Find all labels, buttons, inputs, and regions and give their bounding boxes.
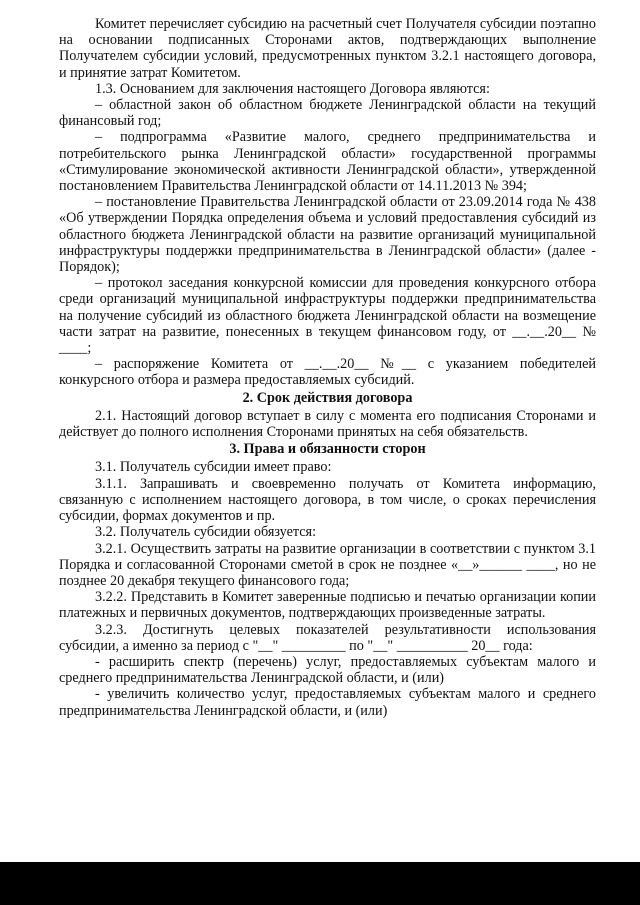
section-heading-3: 3. Права и обязанности сторон xyxy=(229,441,426,458)
list-item-expand-services: - расширить спектр (перечень) услуг, предоставляемых субъектам малого и среднего предпринимательства Ленинградской области, и (или) xyxy=(59,653,596,687)
paragraph-2-1: 2.1. Настоящий договор вступает в силу с момента его подписания Сторонами и действует до полного исполнения Сторонами принятых на себя обязательств. xyxy=(59,407,596,441)
paragraph-3-2-1: 3.2.1. Осуществить затраты на развитие организации в соответствии с пунктом 3.1 Порядка и согласованной Сторонами сметой в срок не позднее «__»______ ____, но не позднее 20 декабря текущего финансового года; xyxy=(59,540,596,589)
section-heading-2: 2. Срок действия договора xyxy=(242,389,413,406)
scan-bottom-border xyxy=(0,862,640,905)
list-item-commission-protocol: – протокол заседания конкурсной комиссии для проведения конкурсного отбора среди организаций муниципальной инфраструктуры поддержки предпринимательства на получение субсидий из областного бюджета Ленинградской области на возмещение части затрат на развитие, понесенных в текущем финансовом году, от __.__.20__ № ____; xyxy=(59,275,596,357)
paragraph-3-2-3: 3.2.3. Достигнуть целевых показателей результативности использования субсидии, а именно за период с "__" _________ по "__" __________ 20__ года: xyxy=(59,621,596,654)
list-item-increase-services: - увеличить количество услуг, предоставляемых субъектам малого и среднего предпринимательства Ленинградской области, и (или) xyxy=(59,686,596,719)
paragraph-3-1-1: 3.1.1. Запрашивать и своевременно получать от Комитета информацию, связанную с исполнением настоящего договора, в том числе, о сроках перечисления субсидии, формах документов и пр. xyxy=(59,475,596,525)
paragraph-3-2: 3.2. Получатель субсидии обязуется: xyxy=(95,524,317,541)
paragraph-1-3: 1.3. Основанием для заключения настоящего Договора являются: xyxy=(95,80,490,97)
paragraph-subsidy-transfer: Комитет перечисляет субсидию на расчетный счет Получателя субсидии поэтапно на основании подписанных Сторонами актов, подтверждающих выполнение Получателем субсидии условий, предусмотренных пунктом 3.2.1 настоящего договора, и принятие затрат Комитетом. xyxy=(59,16,596,81)
list-item-regional-law: – областной закон об областном бюджете Ленинградской области на текущий финансовый год; xyxy=(59,97,596,130)
paragraph-3-1: 3.1. Получатель субсидии имеет право: xyxy=(95,459,332,476)
list-item-committee-order: – распоряжение Комитета от __.__.20__ №__ с указанием победителей конкурсного отбора и размера предоставляемых субсидий. xyxy=(59,356,596,389)
list-item-subprogram: – подпрограмма «Развитие малого, среднего предпринимательства и потребительского рынка Ленинградской области» государственной программы «Стимулирование экономической активности Ленинградской области», утвержденной постановлением Правительства Ленинградской области от 14.11.2013 № 394; xyxy=(59,129,596,195)
paragraph-3-2-2: 3.2.2. Представить в Комитет заверенные подписью и печатью организации копии платежных и первичных документов, подтверждающих произведенные затраты. xyxy=(59,589,596,622)
list-item-government-resolution: – постановление Правительства Ленинградской области от 23.09.2014 года № 438 «Об утверждении Порядка определения объема и условий предоставления субсидий из областного бюджета Ленинградской области на развитие организаций муниципальной инфраструктуры поддержки предпринимательства в Ленинградской области» (далее - Порядок); xyxy=(59,194,596,276)
